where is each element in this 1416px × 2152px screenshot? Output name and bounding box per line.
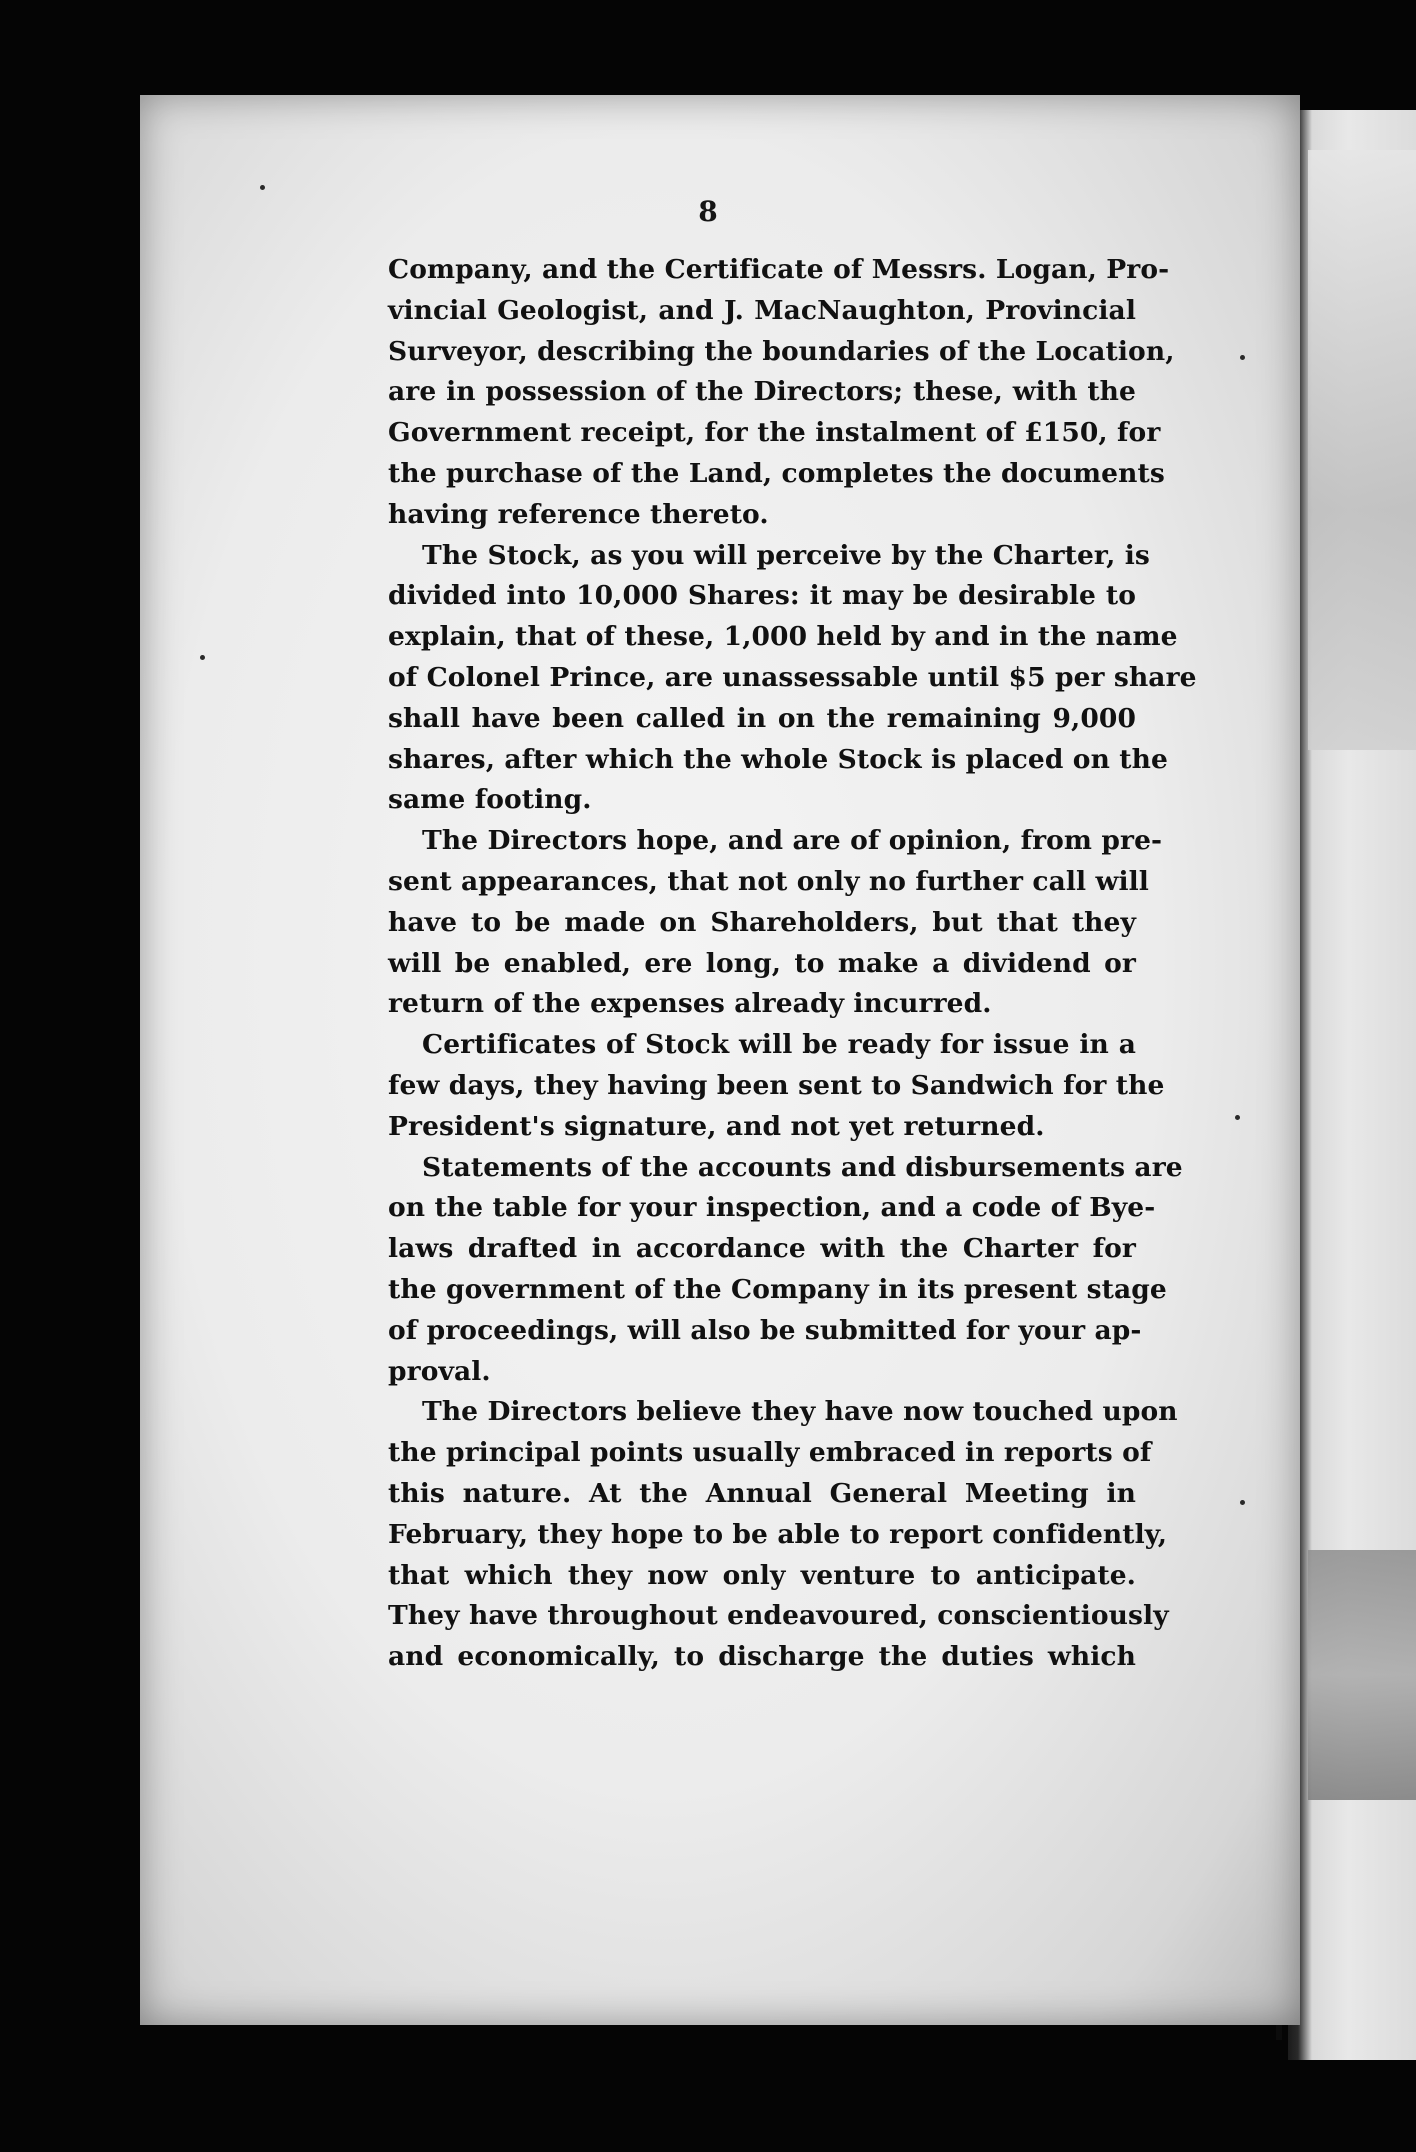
text-line: February, they hope to be able to report confidently, (388, 1518, 1168, 1550)
text-line: shall have been called in on the remaining 9,000 (388, 702, 1136, 734)
text-line: are in possession of the Directors; these, with the (388, 376, 1136, 408)
text-line: divided into 10,000 Shares: it may be desirable to (388, 580, 1136, 612)
text-line: this nature. At the Annual General Meeting in (388, 1477, 1136, 1509)
text-line: of Colonel Prince, are unassessable until $5 per share (388, 661, 1197, 693)
body-text (388, 250, 1197, 1678)
dust-speck (1240, 355, 1245, 360)
text-line: return of the expenses already incurred. (388, 988, 992, 1020)
text-line: have to be made on Shareholders, but that they (388, 906, 1136, 938)
text-line: same footing. (388, 784, 592, 816)
dust-speck (200, 655, 205, 660)
text-line: sent appearances, that not only no further call will (388, 865, 1149, 897)
text-line: the principal points usually embraced in reports of (388, 1437, 1152, 1469)
text-line: vincial Geologist, and J. MacNaughton, Provincial (388, 294, 1136, 326)
text-line: Company, and the Certificate of Messrs. Logan, Pro- (388, 254, 1170, 285)
text-line: few days, they having been sent to Sandwich for the (388, 1069, 1165, 1101)
text-line: The Directors hope, and are of opinion, from pre- (422, 825, 1163, 857)
text-line: They have throughout endeavoured, conscientiously (388, 1600, 1169, 1632)
text-line: proval. (388, 1355, 491, 1387)
text-line: the purchase of the Land, completes the documents (388, 457, 1165, 489)
dust-speck (260, 185, 265, 190)
text-line: The Directors believe they have now touched upon (422, 1396, 1178, 1428)
text-line: of proceedings, will also be submitted for your ap- (388, 1314, 1142, 1346)
text-line: Surveyor, describing the boundaries of the Location, (388, 335, 1175, 367)
text-line: Statements of the accounts and disbursements are (422, 1151, 1183, 1183)
text-line: and economically, to discharge the duties which (388, 1641, 1136, 1673)
text-line: laws drafted in accordance with the Charter for (388, 1233, 1136, 1265)
text-line: The Stock, as you will perceive by the Charter, is (422, 539, 1150, 571)
text-line: that which they now only venture to anticipate. (388, 1559, 1136, 1591)
text-line: shares, after which the whole Stock is placed on the (388, 743, 1168, 775)
text-line: explain, that of these, 1,000 held by and in the name (388, 621, 1178, 653)
adjacent-page-edge (1288, 110, 1416, 2060)
dust-speck (1235, 1115, 1240, 1120)
text-line: on the table for your inspection, and a code of Bye- (388, 1192, 1156, 1224)
adjacent-page-shading-top (1308, 150, 1416, 750)
dust-speck (1240, 1500, 1245, 1505)
text-line: the government of the Company in its present stage (388, 1273, 1167, 1305)
text-line: Certificates of Stock will be ready for issue in a (422, 1029, 1136, 1061)
text-line: President's signature, and not yet returned. (388, 1110, 1045, 1142)
text-line: having reference thereto. (388, 498, 769, 530)
text-line: will be enabled, ere long, to make a dividend or (388, 947, 1136, 979)
text-line: Government receipt, for the instalment of £150, for (388, 417, 1161, 449)
adjacent-page-shading-bottom (1308, 1550, 1416, 1800)
page-number: 8 (698, 195, 718, 228)
